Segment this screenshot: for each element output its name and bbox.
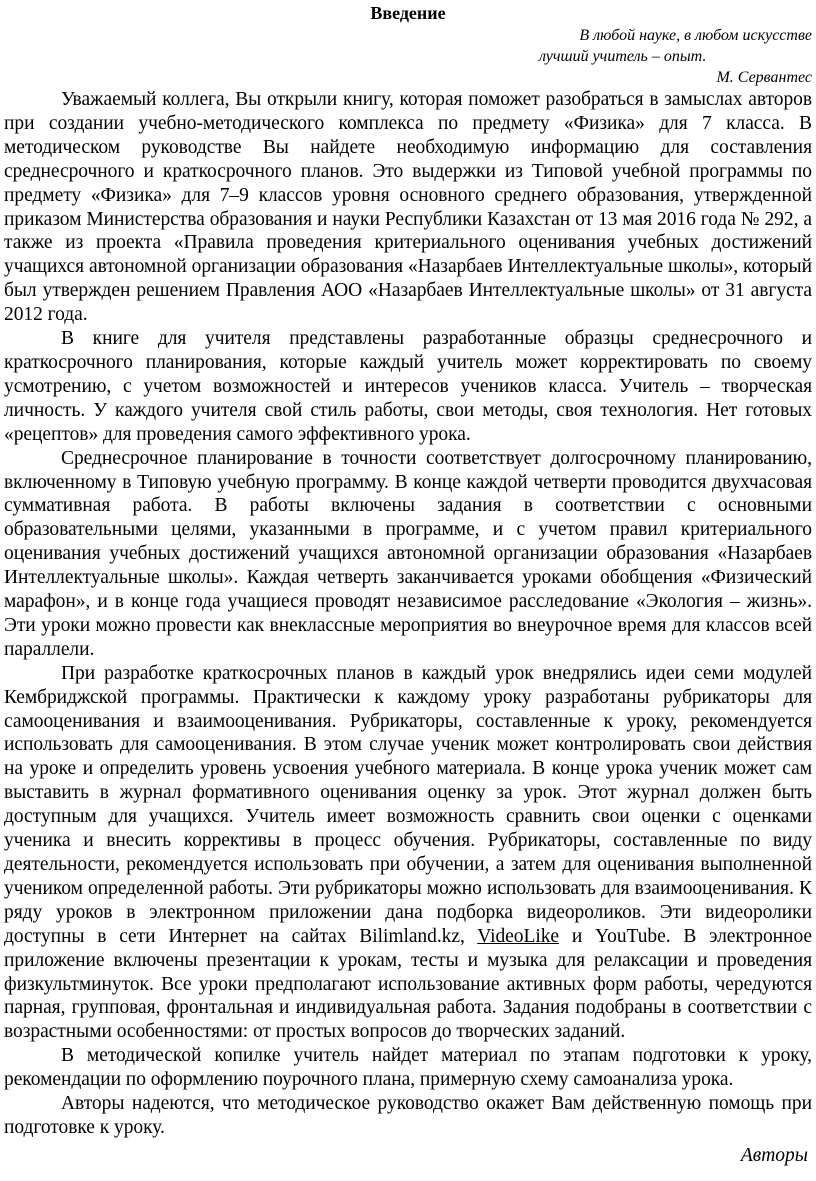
paragraph-5: В методической копилке учитель найдет материал по этапам подготовки к уроку, рекомендации по оформлению поурочного плана, примерную схему самоанализа урока. (4, 1045, 812, 1091)
document-title: Введение (370, 3, 446, 23)
epigraph-line-1: В любой науке, в любом искусстве (579, 27, 812, 44)
paragraph-6: Авторы надеются, что методическое руководство окажет Вам действенную помощь при подготовке к уроку. (4, 1093, 812, 1138)
paragraph-4-text-start: При разработке краткосрочных планов в каждый урок внедрялись идеи семи модулей Кембриджской программы. Практически к каждому уроку разработаны рубрикаторы для самооценивания и взаимооценивания. Рубрикаторы, составленные к уроку, рекомендуется использовать для самооценивания. В этом случае ученик может контролировать свои действия на уроке и определить уровень усвоения учебного материала. В конце урока ученик может сам выставить в журнал формативного оценивания оценку за урок. Этот журнал должен быть доступным для учащихся. Учитель имеет возможность сравнить свои оценки с оценками ученика и внесить коррективы в процесс обучения. Рубрикаторы, составленные по виду деятельности, рекомендуется использовать при обучении, а затем для оценивания выполненной учеником определенной работы. Эти рубрикаторы можно использовать для взаимооценивания. К ряду уроков в электронном приложении дана подборка видеороликов. Эти видеоролики доступны в сети Интернет на сайтах Bilimland.kz, (4, 662, 812, 947)
epigraph-author: М. Сервантес (716, 69, 812, 86)
epigraph-line-2: лучший учитель – опыт. (539, 48, 707, 65)
signature: Авторы (740, 1144, 808, 1166)
epigraph (4, 25, 812, 88)
paragraph-1: Уважаемый коллега, Вы открыли книгу, которая поможет разобраться в замыслах авторов при создании учебно-методического комплекса по предмету «Физика» для 7 класса. В методическом руководстве Вы найдете необходимую информацию для составления среднесрочного и краткосрочного планов. Это выдержки из Типовой учебной программы по предмету «Физика» для 7–9 классов уровня основного среднего образования, утвержденной приказом Министерства образования и науки Республики Казахстан от 13 мая 2016 года № 292, а также из проекта «Правила проведения критериального оценивания учебных достижений учащихся автономной организации образования «Назарбаев Интеллектуальные школы», который был утвержден решением Правления АОО «Назарбаев Интеллектуальные школы» от 31 августа 2012 года. (4, 89, 812, 326)
paragraph-3: Среднесрочное планирование в точности соответствует долгосрочному планированию, включенному в Типовую учебную программу. В конце каждой четверти проводится двухчасовая суммативная работа. В работы включены задания в соответствии с основными образовательными целями, указанными в программе, и с учетом правил критериального оценивания учебных достижений учащихся автономной организации образования «Назарбаев Интеллектуальные школы». Каждая четверть заканчивается уроками обобщения «Физический марафон», и в конце года учащиеся проводят независимое расследование «Экология – жизнь». Эти уроки можно провести как внеклассные мероприятия во внеурочное время для классов всей параллели. (4, 447, 812, 660)
paragraph-4-text-end: и YouTube. В электронное приложение включены презентации к урокам, тесты и музыка для релаксации и проведения физкультминуток. Все уроки предполагают использование активных форм работы, чередуются парная, групповая, фронтальная и индивидуальная работа. Задания подобраны в соответствии с возрастными особенностями: от простых вопросов до творческих заданий. (4, 925, 812, 1043)
paragraph-2: В книге для учителя представлены разработанные образцы среднесрочного и краткосрочного планирования, которые каждый учитель может корректировать по своему усмотрению, с учетом возможностей и интересов учеников класса. Учитель – творческая личность. У каждого учителя свой стиль работы, свои методы, своя технология. Нет готовых «рецептов» для проведения самого эффективного урока. (4, 328, 812, 445)
videolike-link[interactable]: VideoLike (477, 925, 560, 947)
paragraph-4 (4, 662, 812, 1045)
